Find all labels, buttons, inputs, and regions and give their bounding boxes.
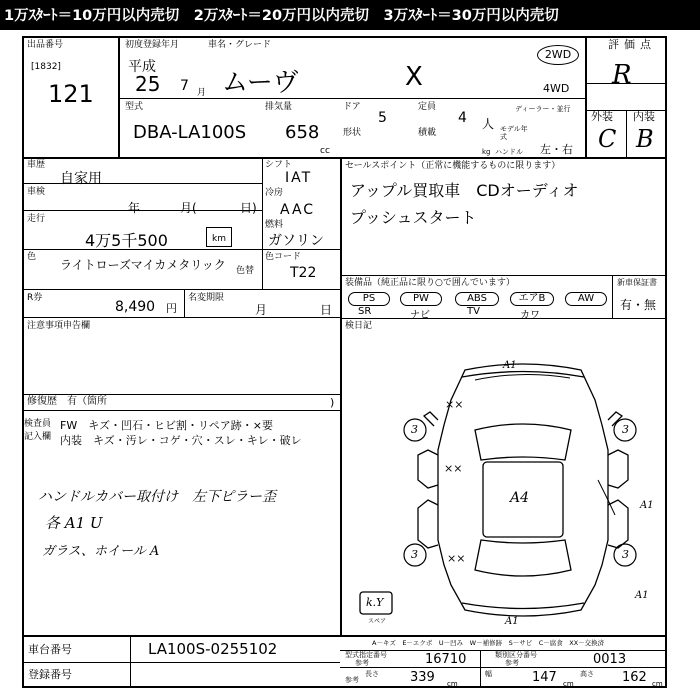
mark-wheel-rr: 3	[622, 548, 629, 561]
load-unit: kg	[482, 148, 491, 156]
registration-era: 平成	[128, 59, 156, 75]
width-unit: cm	[563, 680, 574, 688]
checks-line-1: FW キズ・凹石・ヒビ割・リペア跡・×要	[60, 419, 273, 432]
name-change-label: 名変期限	[188, 293, 225, 303]
handwritten-note-1: ハンドルカバー取付け 左下ピラー歪	[38, 489, 276, 505]
recycle-value: 8,490	[115, 299, 156, 315]
equip-sr: SR	[358, 306, 372, 317]
mark-rear-right: A1	[635, 590, 649, 601]
color-code-label: 色コード	[265, 252, 302, 262]
diagram-label: 検日記	[345, 321, 373, 331]
use-value: 自家用	[60, 171, 102, 187]
mark-xx-1: ××	[445, 398, 464, 411]
rule	[22, 410, 340, 411]
shift-value: IAT	[285, 170, 313, 186]
recycle-unit: 円	[166, 302, 177, 315]
damage-legend: A－キズ E－エクボ U－凹み W－補修跡 S－サビ C－腐食 XX－交換済	[372, 639, 605, 647]
listing-number: 121	[48, 80, 94, 108]
listing-code: [1832]	[31, 62, 61, 72]
inspection-label: 車検	[27, 187, 46, 197]
car-diagram	[340, 330, 667, 630]
rule	[480, 650, 481, 688]
name-change-day: 日	[320, 303, 333, 317]
capacity-value: 4	[458, 110, 467, 126]
header-text: 1万ｽﾀｰﾄ＝10万円以内売切 2万ｽﾀｰﾄ＝20万円以内売切 3万ｽﾀｰﾄ＝30万円以内売切	[4, 8, 559, 24]
length-ref: 参考	[345, 676, 359, 684]
color-value: ライトローズマイカメタリック	[60, 258, 226, 272]
registration-month: 7	[180, 78, 189, 94]
rule	[626, 110, 627, 157]
registration-year: 25	[135, 72, 161, 96]
handwritten-note-3: ガラス、ホイール A	[42, 544, 160, 559]
color-change-label: 色替	[236, 266, 255, 276]
mark-rear: A1	[505, 616, 519, 627]
spare-label: スペア	[368, 618, 387, 625]
equip-airbag: エアB	[510, 292, 554, 306]
repair-history: 修復歴 有（箇所	[27, 396, 107, 407]
model-year-label: モデル年式	[500, 125, 528, 141]
mileage-value: 4万5千500	[85, 231, 168, 250]
rating-label: 評価点	[608, 38, 656, 51]
shape-label: 形状	[343, 128, 362, 138]
rule	[340, 275, 667, 276]
doors-label: ドア	[343, 102, 361, 112]
rule	[130, 635, 131, 688]
interior-grade: B	[636, 125, 654, 153]
height-unit: cm	[652, 680, 663, 688]
rule	[22, 183, 262, 184]
rule	[22, 635, 667, 637]
repair-history-close: )	[330, 396, 335, 409]
checks-label-2: 記入欄	[24, 432, 52, 442]
length-label: 長さ	[365, 670, 379, 678]
equip-navi: ナビ	[410, 310, 430, 321]
rule	[22, 662, 340, 663]
chassis-value: LA100S-0255102	[148, 640, 278, 658]
mileage-label: 走行	[27, 214, 46, 224]
rule	[22, 157, 667, 159]
rule	[22, 289, 340, 290]
exterior-grade: C	[598, 125, 617, 153]
rule	[340, 318, 667, 319]
notes-label: 注意事項申告欄	[27, 321, 91, 331]
drive-4wd: 4WD	[543, 82, 570, 95]
registration-month-unit: 月	[197, 88, 207, 98]
mileage-unit: km	[212, 234, 226, 244]
rule	[22, 317, 340, 318]
load-label: 積載	[418, 128, 437, 138]
spare-mark: k.Y	[366, 596, 384, 609]
inspection-day: 日)	[240, 201, 257, 215]
equip-ps: PS	[348, 292, 390, 306]
checks-label-1: 検査員	[24, 419, 52, 429]
height-label: 高さ	[580, 670, 594, 678]
type-number-ref: 参考	[355, 659, 369, 667]
warranty-value: 有・無	[620, 298, 657, 312]
mark-wheel-fr: 3	[622, 423, 629, 436]
displacement-label: 排気量	[265, 102, 293, 112]
inspection-year: 年	[128, 201, 141, 215]
equipment-label: 装備品（純正品に限り○で囲んでいます）	[345, 278, 515, 288]
fuel-label: 燃料	[265, 220, 284, 230]
rule	[22, 210, 262, 211]
use-label: 車歴	[27, 160, 46, 170]
sales-points-label: セールスポイント（正常に機能するものに限ります）	[345, 161, 561, 171]
rule	[118, 36, 120, 157]
rating-value: R	[612, 60, 632, 90]
model-label: 型式	[125, 102, 144, 112]
mark-wheel-rl: 3	[411, 548, 418, 561]
length-unit: cm	[447, 680, 458, 688]
equip-leather: カワ	[520, 310, 540, 321]
equip-pw: PW	[400, 292, 442, 306]
checks-line-2: 内装 キズ・汚レ・コゲ・穴・スレ・キレ・破レ	[60, 434, 302, 447]
rule	[340, 667, 667, 668]
interior-label: 内装	[633, 110, 655, 123]
type-number-label: 型式指定番号	[345, 651, 387, 659]
name-change-month: 月	[255, 303, 268, 317]
rule	[22, 394, 340, 395]
shift-label: シフト	[265, 160, 293, 170]
dealer-label: ディーラー・並行	[515, 105, 571, 113]
mark-xx-2: ××	[444, 462, 463, 475]
class-number-label: 類別区分番号	[495, 651, 537, 659]
equip-tv: TV	[467, 306, 480, 317]
model-value: DBA-LA100S	[133, 122, 247, 143]
handle-value: 左・右	[540, 143, 573, 156]
handwritten-note-2: 各 A1 U	[45, 514, 103, 532]
registration-label: 初度登録年月	[125, 40, 180, 50]
rule	[120, 98, 586, 99]
car-name: ムーヴ	[222, 68, 299, 98]
equip-aw: AW	[565, 292, 607, 306]
rule	[612, 275, 613, 318]
mark-roof: A4	[510, 490, 530, 506]
capacity-unit: 人	[482, 117, 495, 131]
handle-label: ハンドル	[495, 148, 523, 156]
equip-abs: ABS	[455, 292, 499, 306]
height-value: 162	[622, 670, 647, 685]
width-value: 147	[532, 670, 557, 685]
mark-right-front: A1	[640, 500, 654, 511]
inspection-month: 月(	[180, 201, 197, 215]
reg-no-label: 登録番号	[28, 668, 72, 681]
displacement-unit: cc	[320, 146, 330, 156]
sales-points-line-2: プッシュスタート	[350, 208, 477, 227]
recycle-label: R券	[27, 293, 43, 303]
chassis-label: 車台番号	[28, 643, 72, 656]
drive-2wd: 2WD	[537, 45, 579, 65]
length-value: 339	[410, 670, 435, 685]
type-number-value: 16710	[425, 652, 467, 667]
mileage-unit-box	[206, 227, 232, 247]
displacement-value: 658	[285, 122, 320, 143]
capacity-label: 定員	[418, 102, 437, 112]
car-name-label: 車名・グレード	[208, 40, 272, 50]
doors-value: 5	[378, 110, 387, 126]
mark-xx-3: ××	[447, 552, 466, 565]
exterior-label: 外装	[591, 110, 613, 123]
width-label: 幅	[485, 670, 492, 678]
sales-points-line-1: アップル買取車 CDオーディオ	[350, 181, 579, 200]
color-label: 色	[27, 252, 37, 262]
rule	[585, 36, 587, 157]
mark-wheel-fl: 3	[411, 423, 418, 436]
color-code: T22	[290, 265, 317, 281]
fuel-value: ガソリン	[268, 233, 324, 249]
ac-label: 冷房	[265, 188, 284, 198]
warranty-label: 新車保証書	[617, 278, 657, 287]
listing-label: 出品番号	[27, 40, 64, 50]
ac-value: AAC	[280, 202, 316, 218]
class-number-ref: 参考	[505, 659, 519, 667]
rule	[262, 249, 263, 289]
rule	[184, 289, 185, 317]
car-grade: X	[405, 62, 423, 92]
mark-front: A1	[503, 360, 517, 371]
rule	[262, 157, 263, 249]
class-number-value: 0013	[593, 652, 627, 667]
